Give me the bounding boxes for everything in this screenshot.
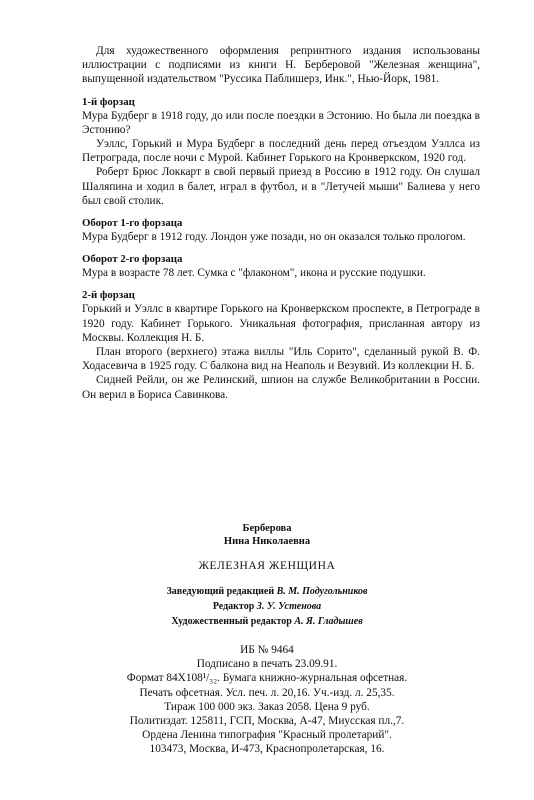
imprint-line: 103473, Москва, И-473, Краснопролетарская, 16.	[149, 743, 385, 756]
caption-paragraph: Уэллс, Горький и Мура Будберг в последний день перед отъездом Уэллса из Петрограда, после ночи с Мурой. Кабинет Горького на Кронверкском, 1920 год.	[82, 138, 480, 165]
section-heading: Оборот 1-го форзаца	[82, 217, 183, 230]
imprint-line: Тираж 100 000 экз. Заказ 2058. Цена 9 руб.	[164, 700, 370, 713]
imprint-line: Печать офсетная. Усл. печ. л. 20,16. Уч.-изд. л. 25,35.	[139, 686, 395, 699]
section-endpaper-2-back	[82, 253, 480, 280]
author-name: Нина Николаевна	[223, 536, 311, 547]
book-title: ЖЕЛЕЗНАЯ ЖЕНЩИНА	[198, 560, 336, 572]
colophon	[0, 522, 534, 757]
imprint-line: Ордена Ленина типография "Красный пролетарий".	[142, 729, 392, 742]
caption-paragraph: Мура в возрасте 78 лет. Сумка с "флаконом", икона и русские подушки.	[82, 267, 426, 280]
section-heading: 2-й форзац	[82, 289, 135, 302]
caption-paragraph: Горький и Уэллс в квартире Горького на Кронверкском проспекте, в Петрограде в 1920 году. Кабинет Горького. Уникальная фотография, присланная автору из Москвы. Коллекция Н. Б.	[82, 303, 480, 344]
caption-paragraph: План второго (верхнего) этажа виллы "Иль Сорито", сделанный рукой В. Ф. Ходасевича в 1925 году. С балкона вид на Неаполь и Везувий. Из коллекции Н. Б.	[82, 346, 480, 373]
imprint-line: ИБ № 9464	[240, 644, 294, 656]
imprint-line: Политиздат. 125811, ГСП, Москва, А-47, Миусская пл.,7.	[129, 715, 405, 728]
imprint-line: Подписано в печать 23.09.91.	[196, 658, 338, 671]
section-heading: Оборот 2-го форзаца	[82, 253, 183, 266]
staff-line: Заведующий редакцией В. М. Подугольников	[166, 586, 368, 597]
section-endpaper-1	[82, 96, 480, 208]
illustration-notes	[82, 44, 480, 402]
section-endpaper-2	[82, 289, 480, 401]
imprint-block	[0, 643, 534, 757]
staff-line: Редактор З. У. Устенова	[212, 601, 322, 612]
caption-paragraph: Сидней Рейли, он же Релинский, шпион на службе Великобритании в России. Он верил в Бориса Савинкова.	[82, 374, 480, 401]
caption-paragraph: Мура Будберг в 1912 году. Лондон уже позади, но он оказался только прологом.	[82, 231, 466, 244]
staff-line: Художественный редактор А. Я. Гладышев	[171, 616, 363, 627]
section-endpaper-1-back	[82, 217, 480, 244]
section-heading: 1-й форзац	[82, 95, 135, 108]
caption-paragraph: Роберт Брюс Локкарт в свой первый приезд в Россию в 1912 году. Он слушал Шаляпина и ходил в балет, играл в футбол, и в "Летучей мыши" Балиева у него был свой столик.	[82, 166, 480, 207]
editorial-staff	[0, 584, 534, 629]
author-surname: Берберова	[242, 523, 292, 534]
imprint-line: Формат 84X108¹/₃₂. Бумага книжно-журнальная офсетная.	[126, 672, 408, 685]
intro-paragraph: Для художественного оформления репринтного издания использованы иллюстрации с подписями из книги Н. Берберовой "Железная женщина", выпущенной издательством "Руссика Паблишерз, Инк.", Нью-Йорк, 1981.	[82, 45, 480, 86]
caption-paragraph: Мура Будберг в 1918 году, до или после поездки в Эстонию. Но была ли поездка в Эстонию?	[82, 109, 480, 136]
